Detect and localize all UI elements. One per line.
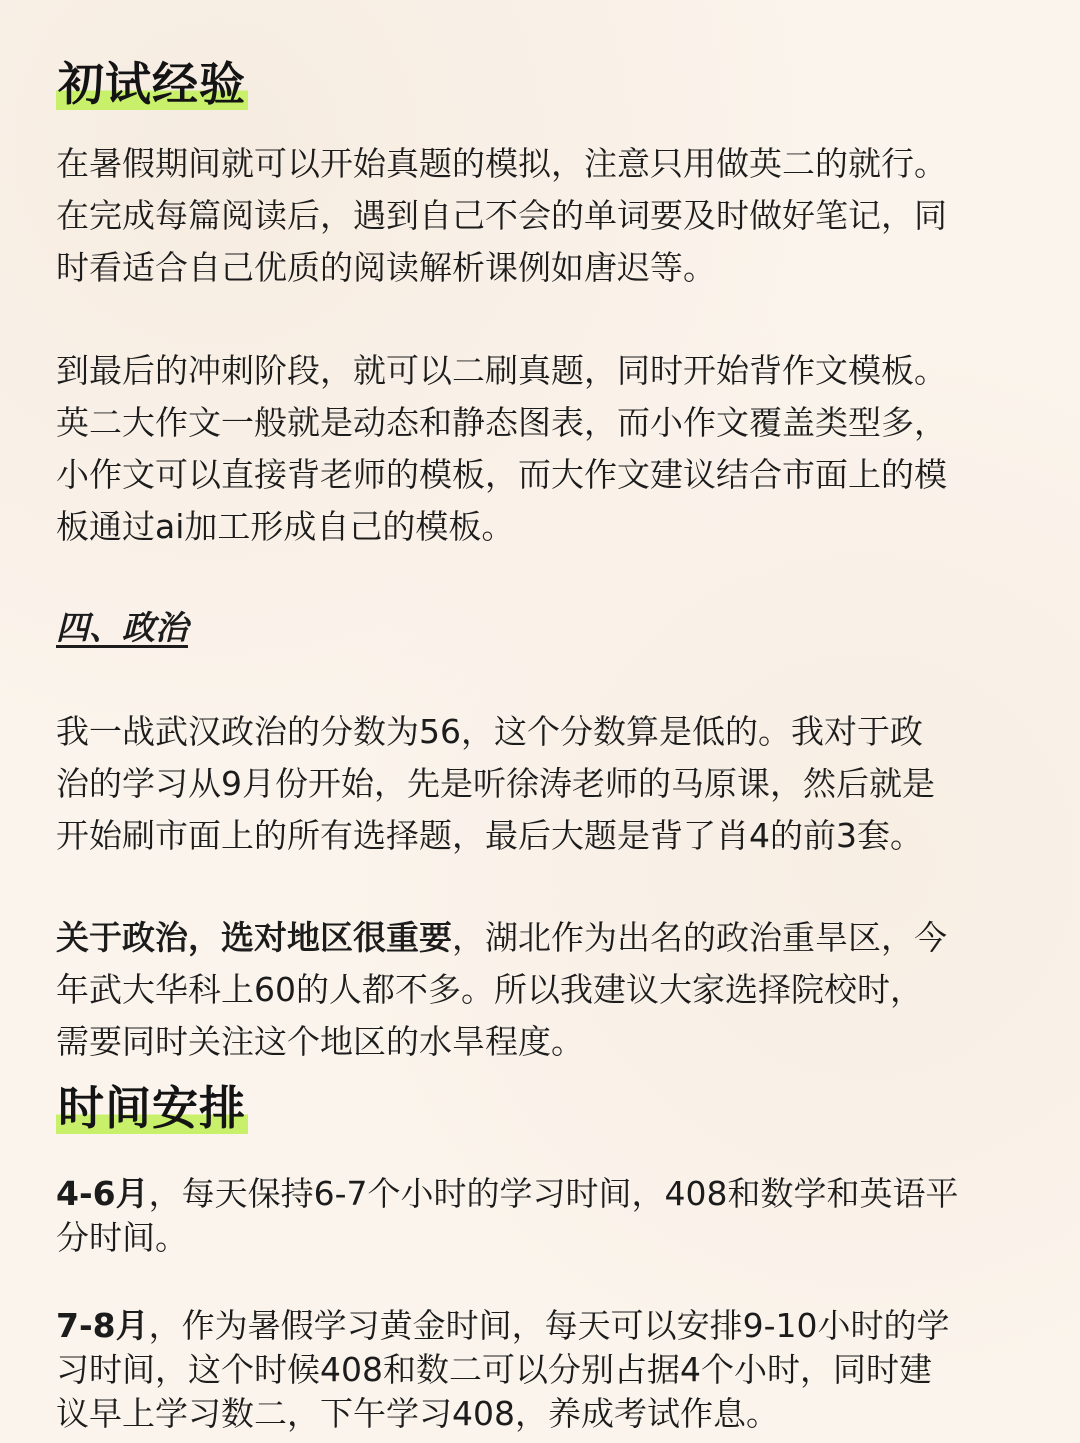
- text-line: 年武大华科上60的人都不多。所以我建议大家选择院校时，: [56, 970, 923, 1009]
- section-heading-schedule: [56, 1080, 248, 1136]
- text-line: 开始刷市面上的所有选择题，最后大题是背了肖4的前3套。: [56, 816, 923, 855]
- heading-highlight: 时间安排: [58, 1081, 246, 1135]
- text-line: 英二大作文一般就是动态和静态图表，而小作文覆盖类型多，: [56, 403, 947, 442]
- text-span: ，作为暑假学习黄金时间，每天可以安排9-10小时的学: [148, 1306, 950, 1345]
- text-line: 分时间。: [56, 1218, 188, 1257]
- heading-highlight: 初试经验: [58, 57, 246, 111]
- text-line: 到最后的冲刺阶段，就可以二刷真题，同时开始背作文模板。: [56, 351, 947, 390]
- text-line: [56, 1172, 1041, 1216]
- schedule-item-jul-aug: [56, 1304, 1041, 1436]
- text-line: [56, 1304, 1041, 1348]
- text-line: 议早上学习数二，下午学习408，养成考试作息。: [56, 1394, 779, 1433]
- paragraph-english-practice: [56, 138, 1041, 294]
- text-line: [56, 912, 1041, 964]
- paragraph-region-advice: [56, 912, 1041, 1068]
- text-line: 小作文可以直接背老师的模板，而大作文建议结合市面上的模: [56, 455, 947, 494]
- subheading-politics: 四、政治: [56, 608, 188, 647]
- paragraph-essay-templates: [56, 345, 1041, 553]
- schedule-period-label: 7-8月: [56, 1306, 149, 1345]
- bold-emphasis: 关于政治，选对地区很重要: [56, 918, 452, 957]
- paragraph-politics-score: [56, 706, 1041, 862]
- text-span: ，湖北作为出名的政治重旱区，今: [452, 918, 947, 957]
- text-line: 习时间，这个时候408和数二可以分别占据4个小时，同时建: [56, 1350, 932, 1389]
- text-line: 时看适合自己优质的阅读解析课例如唐迟等。: [56, 248, 716, 287]
- text-line: 在完成每篇阅读后，遇到自己不会的单词要及时做好笔记，同: [56, 196, 947, 235]
- schedule-item-apr-jun: [56, 1172, 1041, 1260]
- text-line: 治的学习从9月份开始，先是听徐涛老师的马原课，然后就是: [56, 764, 935, 803]
- text-line: 板通过ai加工形成自己的模板。: [56, 507, 515, 546]
- text-line: 我一战武汉政治的分数为56，这个分数算是低的。我对于政: [56, 712, 923, 751]
- schedule-period-label: 4-6月: [56, 1174, 149, 1213]
- text-span: ，每天保持6-7个小时的学习时间，408和数学和英语平: [148, 1174, 959, 1213]
- section-heading-exam-experience: [56, 56, 248, 112]
- text-line: 在暑假期间就可以开始真题的模拟，注意只用做英二的就行。: [56, 144, 947, 183]
- text-line: 需要同时关注这个地区的水旱程度。: [56, 1022, 584, 1061]
